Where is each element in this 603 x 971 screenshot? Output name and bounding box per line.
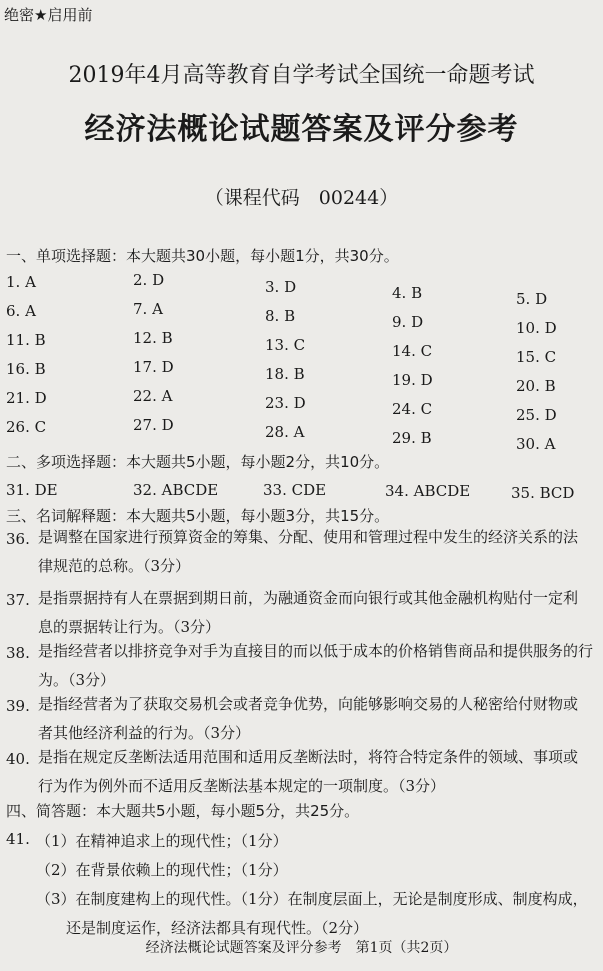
question-number: 40. [6, 750, 30, 768]
section-2-heading: 二、多项选择题：本大题共5小题，每小题2分，共10分。 [6, 453, 390, 471]
question-number: 37. [6, 591, 30, 609]
definition-answer [38, 743, 578, 801]
answer-item: 28. A [265, 423, 305, 441]
answer-item: 13. C [265, 336, 306, 354]
answer-line: 息的票据转让行为。（3分） [38, 618, 221, 636]
answer-item: 6. A [6, 302, 36, 320]
answer-item: 23. D [265, 394, 306, 412]
answer-line: 是指在规定反垄断法适用范围和适用反垄断法时，将符合特定条件的领域、事项或 [38, 748, 579, 766]
answer-line: （2）在背景依赖上的现代性；（1分） [36, 861, 288, 879]
exam-title-line: 2019年4月高等教育自学考试全国统一命题考试 [68, 63, 535, 88]
answer-line: 是指票据持有人在票据到期日前，为融通资金而向银行或其他金融机构贴付一定利 [38, 589, 579, 607]
definition-answer [38, 584, 578, 642]
answer-item: 4. B [392, 284, 423, 302]
answer-item: 21. D [6, 389, 47, 407]
section-1-heading: 一、单项选择题：本大题共30小题，每小题1分，共30分。 [6, 247, 399, 265]
answer-line: （1）在精神追求上的现代性；（1分） [36, 832, 288, 850]
answer-item: 29. B [392, 429, 432, 447]
answer-line: 为。（3分） [38, 671, 116, 689]
answer-item: 20. B [516, 377, 556, 395]
answer-line: 还是制度运作，经济法都具有现代性。（2分） [66, 919, 369, 937]
answer-item: 35. BCD [511, 484, 575, 502]
answer-item: 14. C [392, 342, 433, 360]
answer-item: 32. ABCDE [133, 481, 219, 499]
answer-item: 1. A [6, 273, 36, 291]
answer-item: 8. B [265, 307, 296, 325]
answer-item: 7. A [133, 300, 163, 318]
definition-answer [38, 523, 578, 581]
answer-line: 是指经营者为了获取交易机会或者竞争优势，向能够影响交易的人秘密给付财物或 [38, 695, 579, 713]
answer-item: 2. D [133, 271, 165, 289]
answer-item: 3. D [265, 278, 297, 296]
answer-item: 10. D [516, 319, 557, 337]
answer-item: 26. C [6, 418, 47, 436]
answer-item: 11. B [6, 331, 46, 349]
definition-answer [38, 637, 593, 695]
definition-answer [38, 690, 578, 748]
answer-item: 24. C [392, 400, 433, 418]
confidential-mark: 绝密★启用前 [4, 6, 93, 24]
answer-item: 17. D [133, 358, 174, 376]
answer-item: 22. A [133, 387, 173, 405]
answer-line: 行为作为例外而不适用反垄断法基本规定的一项制度。（3分） [38, 777, 446, 795]
answer-item: 16. B [6, 360, 46, 378]
answer-item: 30. A [516, 435, 556, 453]
answer-item: 27. D [133, 416, 174, 434]
short-answer [36, 827, 588, 943]
document-title: 经济法概论试题答案及评分参考 [84, 112, 519, 147]
course-code: （课程代码 00244） [204, 187, 399, 209]
section-3-heading: 三、名词解释题：本大题共5小题，每小题3分，共15分。 [6, 507, 390, 525]
answer-item: 18. B [265, 365, 305, 383]
answer-item: 12. B [133, 329, 173, 347]
answer-line: 是调整在国家进行预算资金的筹集、分配、使用和管理过程中发生的经济关系的法 [38, 528, 579, 546]
answer-item: 34. ABCDE [385, 482, 471, 500]
answer-item: 19. D [392, 371, 433, 389]
answer-item: 33. CDE [263, 481, 327, 499]
question-number: 39. [6, 697, 30, 715]
answer-line: 律规范的总称。（3分） [38, 557, 191, 575]
answer-item: 5. D [516, 290, 548, 308]
page-footer: 经济法概论试题答案及评分参考 第1页（共2页） [145, 940, 458, 956]
answer-line: （3）在制度建构上的现代性。（1分）在制度层面上，无论是制度形成、制度构成， [36, 890, 588, 908]
question-number: 38. [6, 644, 30, 662]
question-number: 36. [6, 530, 30, 548]
answer-line: 者其他经济利益的行为。（3分） [38, 724, 251, 742]
question-number: 41. [6, 830, 30, 848]
answer-item: 25. D [516, 406, 557, 424]
answer-item: 15. C [516, 348, 557, 366]
answer-item: 31. DE [6, 481, 58, 499]
section-4-heading: 四、简答题：本大题共5小题，每小题5分，共25分。 [6, 802, 360, 820]
answer-line: 是指经营者以排挤竞争对手为直接目的而以低于成本的价格销售商品和提供服务的行 [38, 642, 594, 660]
answer-item: 9. D [392, 313, 424, 331]
